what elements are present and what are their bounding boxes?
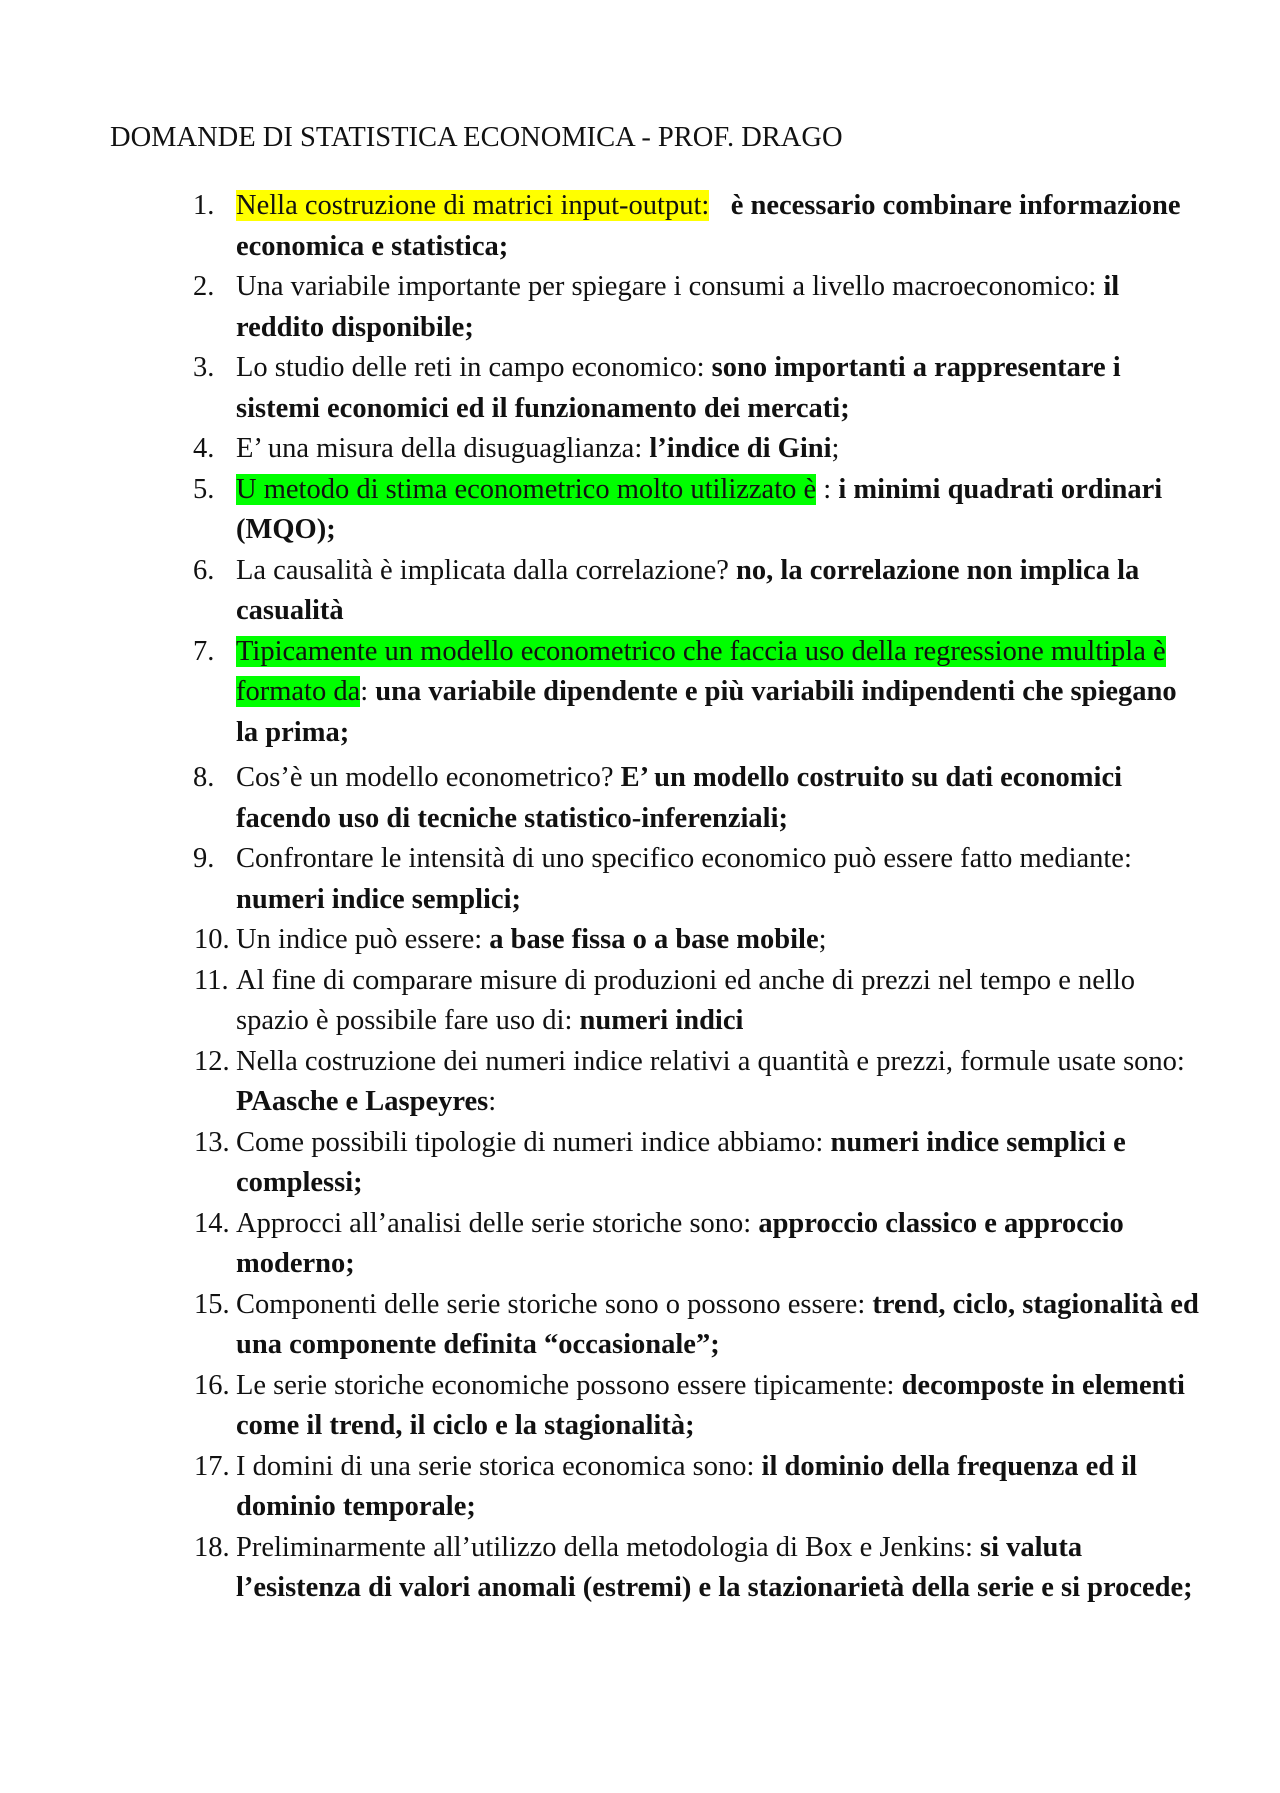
- question-text: Approcci all’analisi delle serie storiche sono:: [236, 1207, 752, 1239]
- question-item-8: [0, 758, 1280, 839]
- question-text: E’ una misura della disuguaglianza:: [236, 433, 643, 464]
- question-item-6: [0, 551, 1280, 632]
- question-number: 8.: [193, 762, 215, 793]
- answer-text: numeri indici: [579, 1005, 744, 1036]
- question-separator: :: [823, 473, 832, 505]
- question-text: U metodo di stima econometrico molto utilizzato è: [236, 473, 817, 505]
- question-number: 15.: [194, 1288, 230, 1320]
- question-number: 1.: [193, 190, 215, 221]
- answer-text: il dominio della frequenza ed il dominio temporale;: [236, 1450, 1138, 1522]
- question-item-5: [0, 470, 1280, 551]
- answer-tail: ;: [831, 433, 840, 464]
- question-item-15: [0, 1285, 1280, 1366]
- question-item-4: [0, 429, 1280, 470]
- question-text: Le serie storiche economiche possono essere tipicamente:: [236, 1369, 895, 1401]
- question-number: 12.: [194, 1045, 230, 1077]
- answer-text: E’ un modello costruito su dati economici facendo uso di tecniche statistico-inferenziali;: [236, 762, 1123, 834]
- question-item-18: [0, 1528, 1280, 1609]
- question-text: Componenti delle serie storiche sono o possono essere:: [236, 1288, 866, 1320]
- question-text: Un indice può essere:: [236, 924, 483, 955]
- answer-text: sono importanti a rappresentare i sistemi economici ed il funzionamento dei mercati;: [236, 352, 1121, 424]
- question-text: Preliminarmente all’utilizzo della metodologia di Box e Jenkins:: [236, 1531, 973, 1563]
- answer-text: numeri indice semplici;: [236, 883, 521, 915]
- question-separator: :: [360, 676, 369, 707]
- page-title: DOMANDE DI STATISTICA ECONOMICA - PROF. DRAGO: [110, 122, 843, 153]
- question-text: Cos’è un modello econometrico?: [236, 762, 614, 793]
- question-list: [0, 186, 1280, 1609]
- answer-text: si valuta l’esistenza di valori anomali (estremi) e la stazionarietà della serie e si procede;: [236, 1531, 1193, 1603]
- question-item-1: [0, 186, 1280, 267]
- answer-text: una variabile dipendente e più variabili indipendenti che spiegano la prima;: [236, 676, 1177, 748]
- answer-text: trend, ciclo, stagionalità ed una componente definita “occasionale”;: [236, 1288, 1199, 1360]
- question-text: Tipicamente un modello econometrico che faccia uso della regressione multipla è formato da: [236, 635, 1166, 707]
- question-number: 11.: [194, 964, 229, 996]
- question-item-2: [0, 267, 1280, 348]
- question-text: La causalità è implicata dalla correlazione?: [236, 554, 729, 586]
- question-text: Confrontare le intensità di uno specifico economico può essere fatto mediante:: [236, 843, 1132, 874]
- question-item-3: [0, 348, 1280, 429]
- question-text: Nella costruzione dei numeri indice relativi a quantità e prezzi, formule usate sono:: [236, 1045, 1185, 1077]
- question-number: 16.: [194, 1369, 230, 1401]
- answer-text: numeri indice semplici e complessi;: [236, 1126, 1126, 1198]
- question-text: Nella costruzione di matrici input-output:: [236, 190, 710, 221]
- answer-text: è necessario combinare informazione economica e statistica;: [236, 190, 1181, 262]
- question-text: I domini di una serie storica economica sono:: [236, 1450, 755, 1482]
- question-item-14: [0, 1204, 1280, 1285]
- question-number: 18.: [194, 1531, 230, 1563]
- answer-text: no, la correlazione non implica la casualità: [236, 554, 1140, 626]
- answer-text: a base fissa o a base mobile: [489, 924, 819, 955]
- question-item-10: [0, 920, 1280, 961]
- answer-text: i minimi quadrati ordinari (MQO);: [236, 473, 1163, 545]
- question-number: 13.: [194, 1126, 230, 1158]
- question-text: Una variabile importante per spiegare i consumi a livello macroeconomico:: [236, 271, 1097, 302]
- question-item-11: [0, 961, 1280, 1042]
- answer-text: approccio classico e approccio moderno;: [236, 1207, 1124, 1279]
- answer-text: decomposte in elementi come il trend, il ciclo e la stagionalità;: [236, 1369, 1185, 1441]
- answer-text: PAasche e Laspeyres: [236, 1086, 489, 1117]
- question-number: 2.: [193, 271, 215, 302]
- question-item-13: [0, 1123, 1280, 1204]
- question-item-7: [0, 632, 1280, 754]
- question-number: 14.: [194, 1207, 230, 1239]
- question-number: 4.: [193, 433, 215, 464]
- answer-tail: ;: [818, 924, 827, 955]
- question-number: 6.: [193, 554, 215, 586]
- question-number: 3.: [193, 352, 215, 383]
- question-item-12: [0, 1042, 1280, 1123]
- question-number: 17.: [194, 1450, 230, 1482]
- question-item-17: [0, 1447, 1280, 1528]
- answer-tail: :: [488, 1086, 497, 1117]
- question-item-9: [0, 839, 1280, 920]
- question-text: Al fine di comparare misure di produzioni ed anche di prezzi nel tempo e nello spazio è possibile fare uso di:: [236, 964, 1136, 1036]
- question-text: Come possibili tipologie di numeri indice abbiamo:: [236, 1126, 824, 1158]
- question-item-16: [0, 1366, 1280, 1447]
- question-text: Lo studio delle reti in campo economico:: [236, 352, 705, 383]
- question-number: 10.: [194, 924, 230, 955]
- question-number: 7.: [193, 635, 215, 667]
- answer-text: il reddito disponibile;: [236, 271, 1120, 343]
- question-number: 9.: [193, 843, 215, 874]
- answer-text: l’indice di Gini: [649, 433, 832, 464]
- question-number: 5.: [193, 473, 215, 505]
